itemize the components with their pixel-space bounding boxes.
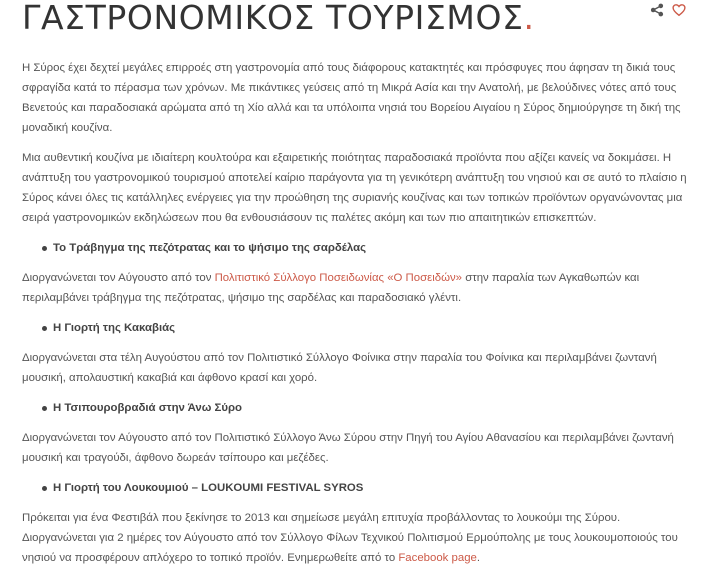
event-text-loukoumi bbox=[22, 508, 694, 568]
heart-icon[interactable] bbox=[672, 3, 686, 17]
event-heading-sardine: Το Τράβηγμα της πεζότρατας και το ψήσιμο της σαρδέλας bbox=[22, 238, 694, 258]
poseidon-association-link[interactable]: Πολιτιστικό Σύλλογο Ποσειδωνίας «Ο Ποσειδών» bbox=[214, 272, 463, 284]
event-text-tsipouro: Διοργανώνεται τον Αύγουστο από τον Πολιτιστικό Σύλλογο Άνω Σύρου στην Πηγή του Αγίου Αθανασίου και περιλαμβάνει ζωντανή μουσική και τραγούδι, άφθονο δωρεάν τσίπουρο και μεζέδες. bbox=[22, 432, 674, 464]
event-heading-tsipouro: Η Τσιπουροβραδιά στην Άνω Σύρο bbox=[22, 398, 694, 418]
intro-paragraph-2: Μια αυθεντική κουζίνα με ιδιαίτερη κουλτούρα και εξαιρετικής ποιότητας παραδοσιακά προϊόντα που αξίζει κανείς να δοκιμάσει. Η ανάπτυξη του γαστρονομικού τουρισμού αποτελεί καίριο παράγοντα για τη γενικότερη ανάπτυξη του νησιού και σε αυτό το πλαίσιο η Σύρος κάνει όλες τις κατάλληλες ενέργειες για την προώθηση της συριανής κουζίνας και των τοπικών προϊόντων οργανώνοντας μια σειρά γαστρονομικών εκδηλώσεων που θα ενθουσιάσουν τις παλέτες ακόμη και των πιο απαιτητικών επισκεπτών. bbox=[22, 152, 687, 224]
share-icon-graphic bbox=[650, 3, 664, 17]
event-heading-kakavia: Η Γιορτή της Κακαβιάς bbox=[22, 318, 694, 338]
event-text-sardine bbox=[22, 268, 694, 308]
event-text-loukoumi-after: . bbox=[476, 552, 481, 564]
event-heading-list bbox=[22, 238, 694, 258]
event-heading-list bbox=[22, 478, 694, 498]
page-title bbox=[22, 0, 535, 38]
header-actions bbox=[650, 2, 686, 18]
page-title-dot: . bbox=[523, 0, 535, 37]
facebook-page-link[interactable]: Facebook page bbox=[398, 552, 477, 564]
event-text-sardine-before: Διοργανώνεται τον Αύγουστο από τον bbox=[22, 272, 215, 284]
header bbox=[22, 0, 692, 40]
share-icon[interactable] bbox=[650, 3, 664, 17]
event-heading-list bbox=[22, 318, 694, 338]
event-text-sardine-after: στην παραλία των Αγκαθωπών και περιλαμβάνει τράβηγμα της πεζότρατας, ψήσιμο της σαρδέλας και παραδοσιακό γλέντι. bbox=[22, 272, 640, 304]
intro-paragraph-1: Η Σύρος έχει δεχτεί μεγάλες επιρροές στη γαστρονομία από τους διάφορους κατακτητές και πρόσφυγες που άφησαν τη δικιά τους σφραγίδα κατά το πέρασμα των χρόνων. Με πικάντικες γεύσεις από τη Μικρά Ασία και την Ανατολή, με βελούδινες νότες από τους Βενετούς και παραδοσιακά αρώματα από τη Χίο αλλά και τα υπόλοιπα νησιά του Βορείου Αιγαίου η Σύρος δημιούργησε τη δική της μοναδική κουζίνα. bbox=[22, 62, 681, 134]
event-heading-loukoumi: Η Γιορτή του Λουκουμιού – LOUKOUMI FESTIVAL SYROS bbox=[22, 478, 694, 498]
event-text-loukoumi-before: Πρόκειται για ένα Φεστιβάλ που ξεκίνησε το 2013 και σημείωσε μεγάλη επιτυχία προβάλλοντας το λουκούμι της Σύρου. Διοργανώνεται για 2 ημέρες τον Αύγουστο από τον Σύλλογο Φίλων Τεχνικού Πολιτισμού Ερμούπολης με τους λουκουμοποιούς του νησιού να προσφέρουν απλόχερο το τοπικό προϊόν. Ενημερωθείτε από το bbox=[22, 512, 678, 564]
heart-icon-graphic bbox=[672, 3, 686, 17]
event-text-kakavia: Διοργανώνεται στα τέλη Αυγούστου από τον Πολιτιστικό Σύλλογο Φοίνικα στην παραλία του Φοίνικα και περιλαμβάνει ζωντανή μουσική, απολαυστική κακαβιά και άφθονο κρασί και χορό. bbox=[22, 352, 657, 384]
page-title-text: ΓΑΣΤΡΟΝΟΜΙΚΟΣ ΤΟΥΡΙΣΜΟΣ bbox=[22, 0, 524, 37]
event-heading-list bbox=[22, 398, 694, 418]
article-body bbox=[22, 58, 694, 578]
